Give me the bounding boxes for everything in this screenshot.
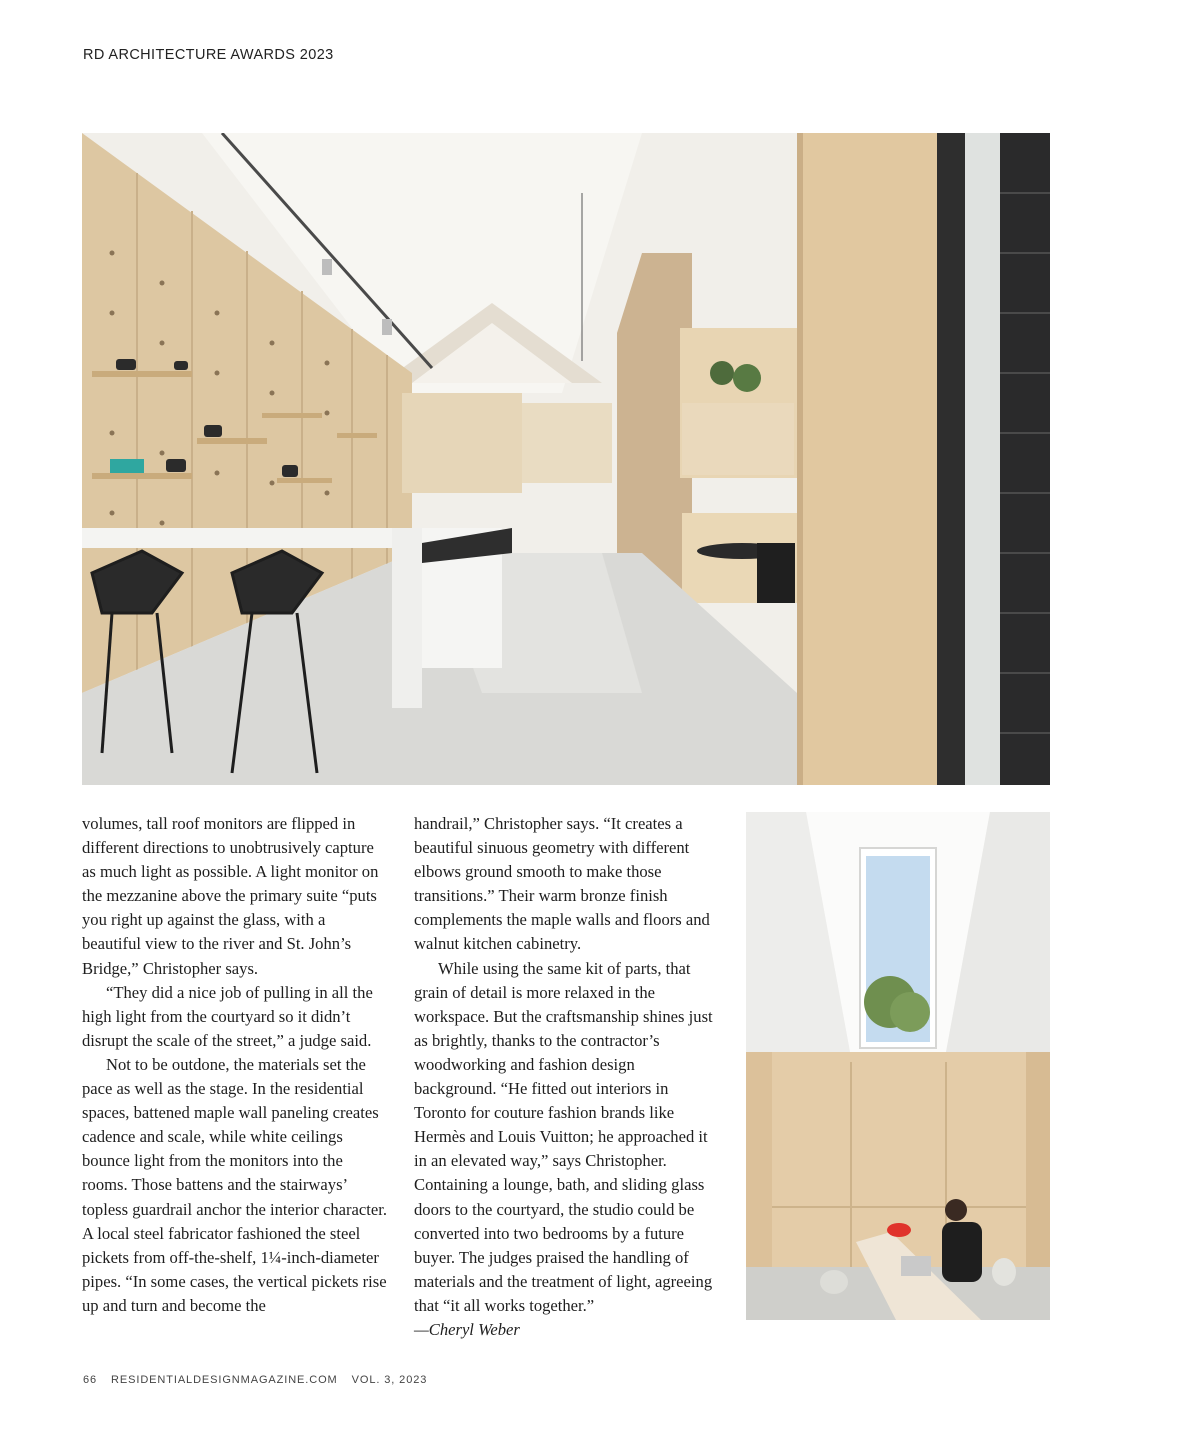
paragraph: While using the same kit of parts, that grain of detail is more relaxed in the workspace. But the craftsmanship shines just as brightly, thanks to the contractor’s woodworking and fashion design background. “He fitted out interiors in Toronto for couture fashion brands like Hermès and Louis Vuitton; he approached it in an elevated way,” says Christopher. Containing a lounge, bath, and sliding glass doors to the courtyard, the studio could be converted into two bedrooms by a future buyer. The judges praised the handling of materials and the treatment of light, agreeing that “it all works together.” (414, 958, 713, 1315)
section-title: RD ARCHITECTURE AWARDS 2023 (83, 47, 334, 63)
paragraph: Not to be outdone, the materials set the pace as well as the stage. In the residential spaces, battened maple wall paneling creates cadence and scale, while white ceilings bounce light from the monitors into the rooms. Those battens and the stairways’ topless guardrail anchor the interior character. A local steel fabricator fashioned the steel pickets from off-the-shelf, 1¼-inch-diameter pipes. “In some cases, the vertical pickets rise up and turn and become the (82, 1054, 388, 1315)
magazine-website: RESIDENTIALDESIGNMAGAZINE.COM (111, 1374, 338, 1386)
author-signoff: —Cheryl Weber (414, 1319, 520, 1339)
issue-label: VOL. 3, 2023 (351, 1374, 428, 1386)
article-column-1 (82, 812, 387, 1318)
page-number: 66 (83, 1374, 98, 1386)
article-column-2 (414, 812, 720, 1342)
paragraph: volumes, tall roof monitors are flipped in different directions to unobtrusively capture as much light as possible. A light monitor on the mezzanine above the primary suite “puts you right up against the glass, with a beautiful view to the river and St. John’s Bridge,” Christopher says. (82, 814, 379, 978)
paragraph: handrail,” Christopher says. “It creates a beautiful sinuous geometry with different elbows ground smooth to make those transitions.” Their warm bronze finish complements the maple walls and floors and walnut kitchen cabinetry. (414, 814, 710, 954)
office-interior-photo (82, 133, 1050, 785)
studio-room-photo (746, 812, 1050, 1320)
paragraph: “They did a nice job of pulling in all the high light from the courtyard so it didn’t disrupt the scale of the street,” a judge said. (82, 982, 373, 1050)
page-footer (83, 1374, 441, 1386)
